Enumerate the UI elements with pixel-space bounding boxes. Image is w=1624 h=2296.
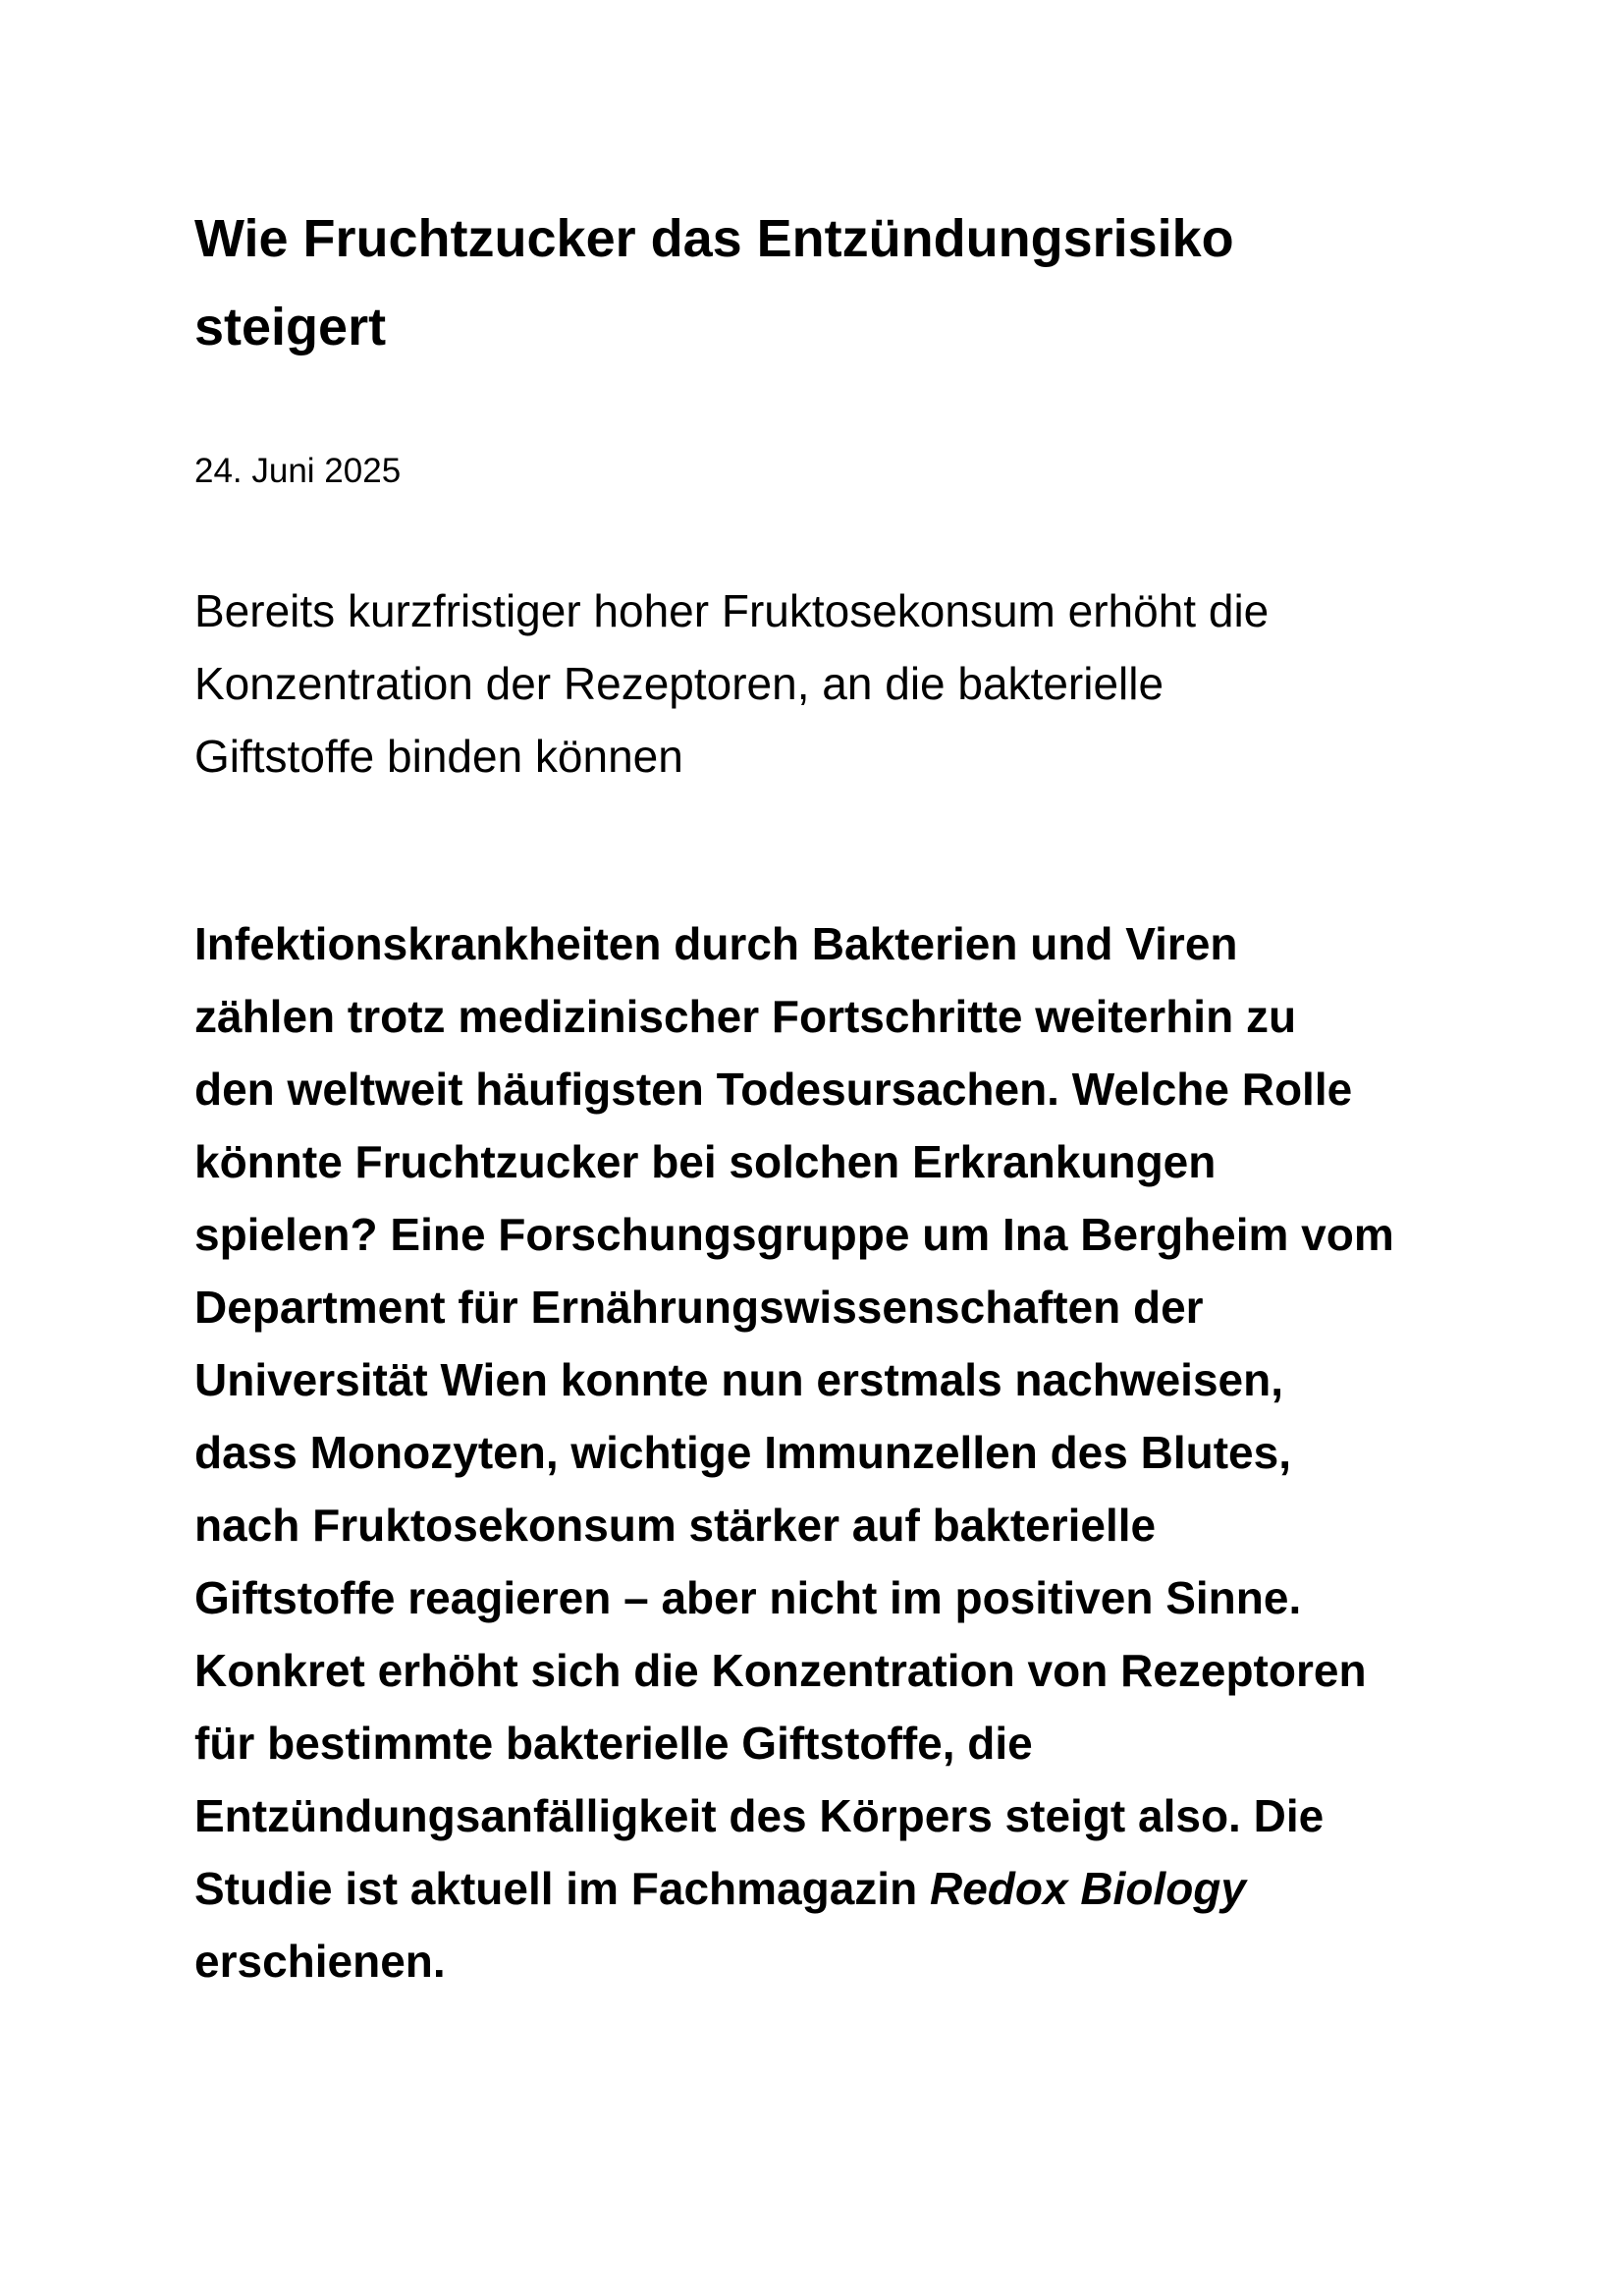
article-body [194,907,1441,1997]
article-date: 24. Juni 2025 [194,452,402,490]
body-line: dass Monozyten, wichtige Immunzellen des Blutes, [194,1427,1291,1478]
body-line: könnte Fruchtzucker bei solchen Erkrankungen [194,1136,1217,1187]
lead-line: Giftstoffe binden können [194,731,683,782]
body-line: nach Fruktosekonsum stärker auf bakterielle [194,1500,1157,1551]
lead-line: Bereits kurzfristiger hoher Fruktosekonsum erhöht die [194,585,1270,636]
body-line: Infektionskrankheiten durch Bakterien und Viren [194,918,1238,969]
body-line: Entzündungsanfälligkeit des Körpers steigt also. Die [194,1790,1325,1841]
body-line: Department für Ernährungswissenschaften der [194,1282,1204,1333]
body-line: Giftstoffe reagieren – aber nicht im positiven Sinne. [194,1572,1302,1623]
body-line: Konkret erhöht sich die Konzentration von Rezeptoren [194,1645,1367,1696]
lead-line: Konzentration der Rezeptoren, an die bakterielle [194,658,1164,709]
article-lead [194,574,1441,793]
article-title [194,194,1441,371]
journal-name: Redox Biology [929,1863,1246,1914]
body-line: für bestimmte bakterielle Giftstoffe, die [194,1718,1033,1769]
body-line: zählen trotz medizinischer Fortschritte weiterhin zu [194,991,1297,1042]
body-line: den weltweit häufigsten Todesursachen. Welche Rolle [194,1064,1353,1115]
body-line: Universität Wien konnte nun erstmals nachweisen, [194,1354,1283,1405]
title-line-1: Wie Fruchtzucker das Entzündungsrisiko [194,209,1234,268]
body-line: spielen? Eine Forschungsgruppe um Ina Bergheim vom [194,1209,1394,1260]
body-last-line: erschienen. [194,1936,446,1987]
title-line-2: steigert [194,298,387,356]
body-line: Studie ist aktuell im Fachmagazin [194,1863,930,1914]
